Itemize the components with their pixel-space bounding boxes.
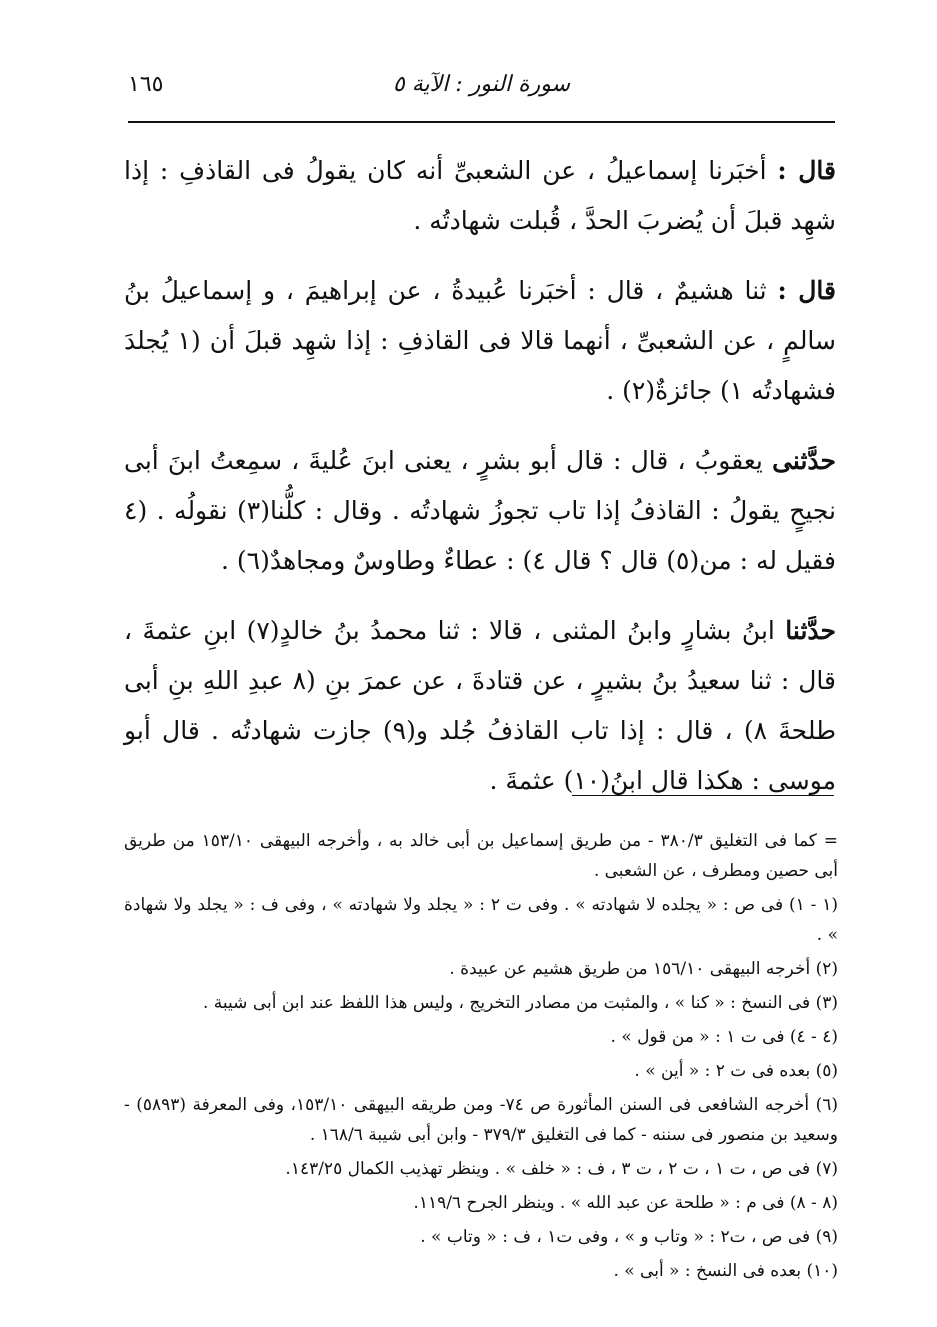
footnote: = كما فى التغليق ٣٨٠/٣ - من طريق إسماعيل بن أبى خالد به ، وأخرجه البيهقى ١٥٣/١٠ من طريق أبى حصين ومطرف ، عن الشعبى . xyxy=(124,831,838,881)
page-number: ١٦٥ xyxy=(128,72,164,97)
running-title: سورة النور : الآية ٥ xyxy=(392,72,571,97)
paragraph xyxy=(124,266,836,416)
paragraph-lead: قال : xyxy=(777,156,836,185)
footnote: (٦) أخرجه الشافعى فى السنن المأثورة ص ٧٤- ومن طريقه البيهقى ١٥٣/١٠، وفى المعرفة (٥٨٩٣) - وسعيد بن منصور فى سننه - كما فى التغليق ٣٧٩/٣ - وابن أبى شيبة ١٦٨/٦ . xyxy=(124,1095,838,1145)
paragraph-text: يعقوبُ ، قال : قال أبو بشرٍ ، يعنى ابنَ عُليةَ ، سمِعتُ ابنَ أبى نجيحٍ يقولُ : القاذفُ إذا تاب تجوزُ شهادتُه . وقال : كلُّنا(٣) نقولُه . (٤ فقيل له : من(٥) قال ؟ قال ٤) : عطاءٌ وطاوسٌ ومجاهدٌ(٦) . xyxy=(124,446,836,575)
footnote: (٩) فى ص ، ت٢ : « وتاب و » ، وفى ت١ ، ف : « وتاب » . xyxy=(420,1227,838,1247)
main-text xyxy=(124,146,836,826)
footnote: (٨ - ٨) فى م : « طلحة عن عبد الله » . وينظر الجرح ١١٩/٦. xyxy=(413,1193,838,1213)
paragraph-lead: قال : xyxy=(777,276,836,305)
paragraph-text: ابنُ بشارٍ وابنُ المثنى ، قالا : ثنا محمدُ بنُ خالدٍ(٧) ابنِ عثمةَ ، قال : ثنا سعيدُ بنُ بشيرٍ ، عن قتادةَ ، عن عمرَ بنِ (٨ عبدِ اللهِ بنِ أبى طلحةَ ٨) ، قال : إذا تاب القاذفُ جُلد و(٩) جازت شهادتُه . قال أبو موسى : هكذا قال ابنُ(١٠) عثمةَ . xyxy=(124,616,836,795)
footnote: (٣) فى النسخ : « كنا » ، والمثبت من مصادر التخريج ، وليس هذا اللفظ عند ابن أبى شيبة . xyxy=(202,993,838,1013)
footnote-rule xyxy=(572,795,834,796)
footnote: (٤ - ٤) فى ت ١ : « من قول » . xyxy=(610,1027,838,1047)
footnote: (٥) بعده فى ت ٢ : « أين » . xyxy=(634,1061,838,1081)
paragraph-lead: حدَّثنا xyxy=(785,616,836,645)
footnote: (٢) أخرجه البيهقى ١٥٦/١٠ من طريق هشيم عن عبيدة . xyxy=(449,959,838,979)
paragraph-lead: حدَّثنى xyxy=(772,446,837,475)
paragraph-text: ثنا هشيمٌ ، قال : أخبَرنا عُبيدةُ ، عن إبراهيمَ ، و إسماعيلُ بنُ سالمٍ ، عن الشعبىِّ ، أنهما قالا فى القاذفِ : إذا شهِد قبلَ أن (١ يُجلدَ فشهادتُه ١) جائزةٌ(٢) . xyxy=(124,276,836,405)
paragraph xyxy=(124,146,836,246)
paragraph xyxy=(124,606,836,806)
page-header xyxy=(128,72,835,112)
footnote: (٧) فى ص ، ت ١ ، ت ٢ ، ت ٣ ، ف : « خلف » . وينظر تهذيب الكمال ١٤٣/٢٥. xyxy=(285,1159,838,1179)
paragraph xyxy=(124,436,836,586)
footnote: (١٠) بعده فى النسخ : « أبى » . xyxy=(613,1261,838,1281)
paragraph-text: أخبَرنا إسماعيلُ ، عن الشعبىِّ أنه كان يقولُ فى القاذفِ : إذا شهِد قبلَ أن يُضربَ الحدَّ ، قُبلت شهادتُه . xyxy=(124,156,836,235)
header-rule xyxy=(128,121,835,123)
footnotes xyxy=(124,826,838,1290)
footnote: (١ - ١) فى ص : « يجلده لا شهادته » . وفى ت ٢ : « يجلد ولا شهادته » ، وفى ف : « يجلد ولا شهادة » . xyxy=(124,895,838,945)
